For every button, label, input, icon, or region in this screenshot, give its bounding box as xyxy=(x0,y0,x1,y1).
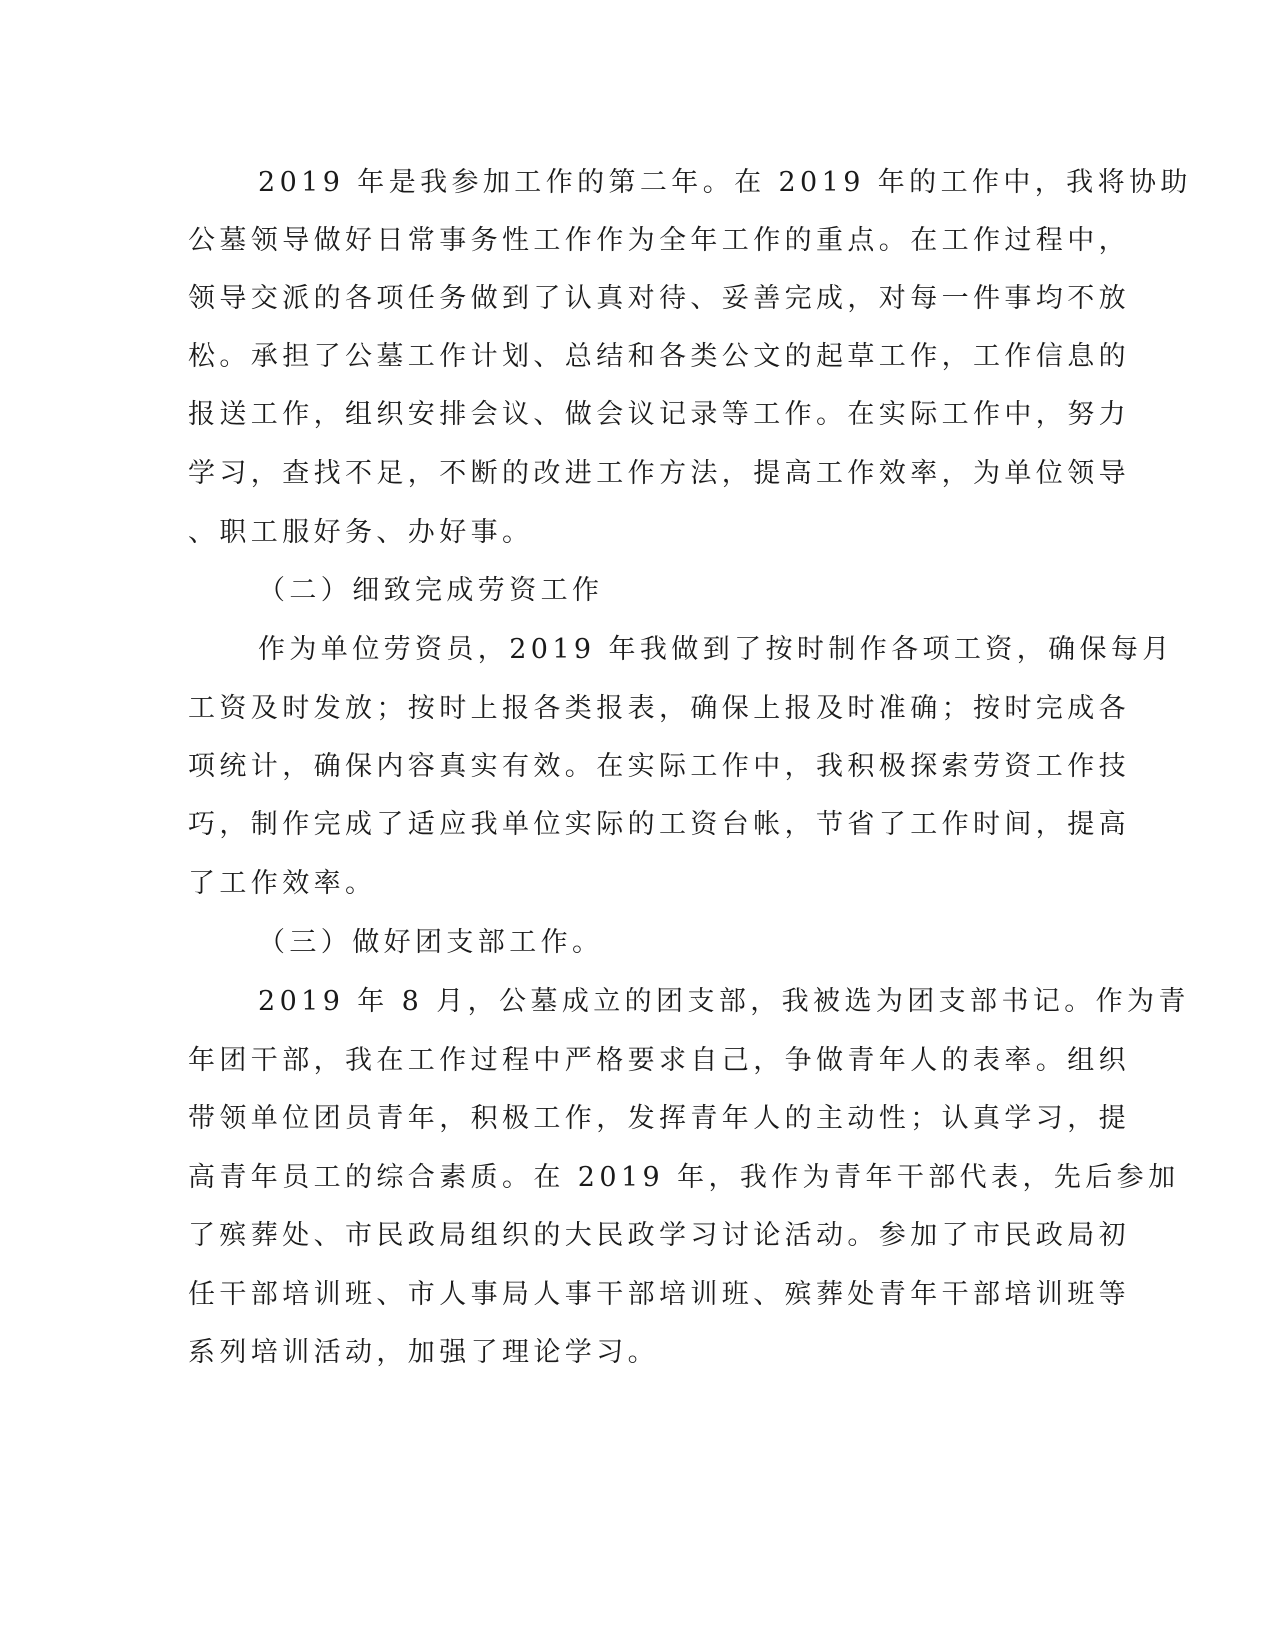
text-line: 了工作效率。 xyxy=(188,868,377,899)
text-line: 2019 年 8 月，公墓成立的团支部，我被选为团支部书记。作为青 xyxy=(258,986,1190,1017)
text-line: 领导交派的各项任务做到了认真对待、妥善完成，对每一件事均不放 xyxy=(188,283,1130,314)
text-line: 2019 年是我参加工作的第二年。在 2019 年的工作中，我将协助 xyxy=(258,167,1192,198)
text-line: 、职工服好务、办好事。 xyxy=(188,517,534,548)
text-line: 带领单位团员青年，积极工作，发挥青年人的主动性；认真学习，提 xyxy=(188,1103,1130,1134)
text-line: 公墓领导做好日常事务性工作作为全年工作的重点。在工作过程中， xyxy=(188,225,1130,256)
section-heading: （二）细致完成劳资工作 xyxy=(258,575,604,606)
text-line: 了殡葬处、市民政局组织的大民政学习讨论活动。参加了市民政局初 xyxy=(188,1220,1130,1251)
text-line: 报送工作，组织安排会议、做会议记录等工作。在实际工作中，努力 xyxy=(188,399,1130,430)
text-line: 高青年员工的综合素质。在 2019 年，我作为青年干部代表，先后参加 xyxy=(188,1162,1180,1193)
text-line: 作为单位劳资员，2019 年我做到了按时制作各项工资，确保每月 xyxy=(258,634,1174,665)
text-line: 系列培训活动，加强了理论学习。 xyxy=(188,1337,659,1368)
text-line: 任干部培训班、市人事局人事干部培训班、殡葬处青年干部培训班等 xyxy=(188,1279,1130,1310)
section-heading: （三）做好团支部工作。 xyxy=(258,927,604,958)
text-line: 学习，查找不足，不断的改进工作方法，提高工作效率，为单位领导 xyxy=(188,458,1130,489)
text-line: 项统计，确保内容真实有效。在实际工作中，我积极探索劳资工作技 xyxy=(188,751,1130,782)
text-line: 工资及时发放；按时上报各类报表，确保上报及时准确；按时完成各 xyxy=(188,693,1130,724)
text-line: 巧，制作完成了适应我单位实际的工资台帐，节省了工作时间，提高 xyxy=(188,809,1130,840)
text-line: 松。承担了公墓工作计划、总结和各类公文的起草工作，工作信息的 xyxy=(188,341,1130,372)
text-line: 年团干部，我在工作过程中严格要求自己，争做青年人的表率。组织 xyxy=(188,1045,1130,1076)
